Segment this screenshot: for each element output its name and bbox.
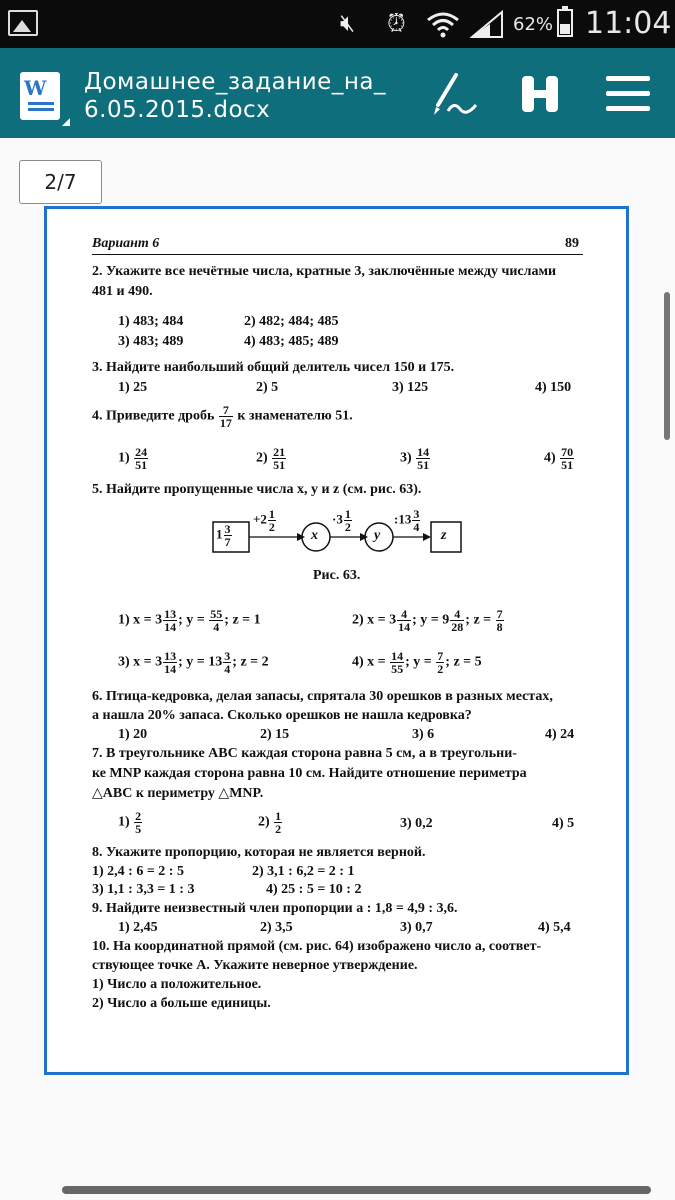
q4-option-1: 1) $\frac{24}{51}$ (118, 445, 148, 472)
q4-option-3: 3) $\frac{14}{51}$ (400, 445, 430, 472)
q9-number: 9. (92, 901, 103, 916)
q4-text-b: к знаменателю 51. (237, 408, 353, 424)
q3-number: 3. (92, 360, 103, 375)
q3-option-2: 2) 5 (256, 380, 279, 395)
q6-text: Птица-кедровка, делая запасы, спрятала 30 орешков в разных местах, (106, 689, 553, 704)
q7-number: 7. (92, 746, 103, 761)
vertical-scrollbar[interactable] (664, 292, 670, 440)
q9-option-4: 4) 5,4 (538, 920, 571, 935)
header-page-number: 89 (565, 236, 579, 251)
fig-node-y: y (374, 528, 381, 543)
q3-option-4: 4) 150 (535, 380, 572, 395)
binoculars-find-icon[interactable] (518, 72, 562, 116)
fig-op1: +2 $\frac{1}{2}$ (253, 507, 275, 534)
fig-node-z: z (441, 528, 447, 543)
q10-text-line2: ствующее точке A. Укажите неверное утверждение. (92, 958, 418, 973)
word-doc-icon: W (20, 72, 60, 120)
q10-option-1: 1) Число a положительное. (92, 977, 262, 992)
q7-text-line2: ке MNP каждая сторона равна 10 см. Найдите отношение периметра (92, 766, 527, 781)
q8-number: 8. (92, 845, 103, 860)
q7-text-line3: △ABC к периметру △MNP. (92, 786, 264, 801)
file-name-line2: 6.05.2015.docx (84, 97, 271, 123)
q9-option-2: 2) 3,5 (260, 920, 293, 935)
q6-option-1: 1) 20 (118, 727, 148, 742)
q4-option-2: 2) $\frac{21}{51}$ (256, 445, 286, 472)
q8-option-1: 1) 2,4 : 6 = 2 : 5 (92, 864, 184, 879)
fig-op2: ·3 $\frac{1}{2}$ (332, 507, 351, 534)
q5-option-3: 3) x = 3 $\frac{13}{14}$ ; y = 13 $\frac{3}{4}$ ; z = 2 (118, 649, 269, 676)
battery-percent: 62% (513, 14, 554, 35)
q2-option-4: 4) 483; 485; 489 (244, 334, 339, 349)
file-name-line1: Домашнее_задание_на_ (84, 69, 386, 95)
signal-icon (470, 10, 504, 38)
document-title (84, 68, 386, 124)
q5-option-4: 4) x = $\frac{14}{55}$ ; y = $\frac{7}{2}$ ; z = 5 (352, 649, 482, 676)
q3-option-3: 3) 125 (392, 380, 429, 395)
q7-option-1: 1) $\frac{2}{5}$ (118, 809, 142, 836)
q2-text: Укажите все нечётные числа, кратные 3, заключённые между числами (106, 264, 557, 279)
clock: 11:04 (585, 6, 672, 41)
q5-text: Найдите пропущенные числа x, y и z (см. рис. 63). (106, 482, 422, 497)
q5-option-1: 1) x = 3 $\frac{13}{14}$ ; y = $\frac{55}{4}$ ; z = 1 (118, 607, 261, 634)
q3-text: Найдите наибольший общий делитель чисел 150 и 175. (106, 360, 455, 375)
fig-63-caption: Рис. 63. (313, 568, 361, 583)
page-indicator: 2/7 (19, 160, 102, 204)
fig-start-value: 1 $\frac{3}{7}$ (216, 522, 231, 549)
q10-option-2: 2) Число a больше единицы. (92, 996, 271, 1011)
q10-number: 10. (92, 939, 110, 954)
q5-option-2: 2) x = 3 $\frac{4}{14}$ ; y = 9 $\frac{4}{28}$ ; z = $\frac{7}{8}$ (352, 607, 503, 634)
header-variant: Вариант 6 (92, 236, 160, 251)
q7-option-3: 3) 0,2 (400, 816, 433, 831)
fig-op3: :13 $\frac{3}{4}$ (394, 507, 420, 534)
q5-number: 5. (92, 482, 103, 497)
q6-option-2: 2) 15 (260, 727, 290, 742)
q2-option-3: 3) 483; 489 (118, 334, 184, 349)
q2-option-1: 1) 483; 484 (118, 314, 184, 329)
menu-icon[interactable] (606, 76, 650, 114)
fig-node-x: x (311, 528, 318, 543)
q7-text: В треугольнике ABC каждая сторона равна 5 см, а в треугольни- (106, 746, 517, 761)
q4-option-4: 4) $\frac{70}{51}$ (544, 445, 574, 472)
q4-number: 4. (92, 408, 103, 424)
q2-text-line2: 481 и 490. (92, 284, 153, 299)
doc-corner-icon (62, 118, 70, 126)
status-bar (0, 0, 675, 48)
app-bar (0, 48, 675, 138)
q2-option-2: 2) 482; 484; 485 (244, 314, 339, 329)
q9-option-3: 3) 0,7 (400, 920, 433, 935)
q6-text-line2: а нашла 20% запаса. Сколько орешков не нашла кедровка? (92, 708, 472, 723)
alarm-icon: ⏰︎ (387, 9, 406, 37)
q8-option-4: 4) 25 : 5 = 10 : 2 (266, 882, 362, 897)
horizontal-scrollbar[interactable] (62, 1186, 651, 1194)
q9-option-1: 1) 2,45 (118, 920, 158, 935)
mute-icon: 🔇︎ (340, 9, 356, 37)
battery-icon (557, 9, 573, 37)
q6-number: 6. (92, 689, 103, 704)
gallery-notification-icon (8, 10, 38, 36)
q8-option-3: 3) 1,1 : 3,3 = 1 : 3 (92, 882, 195, 897)
q6-option-3: 3) 6 (412, 727, 435, 742)
wifi-icon (426, 10, 460, 38)
q7-option-4: 4) 5 (552, 816, 575, 831)
q8-option-2: 2) 3,1 : 6,2 = 2 : 1 (252, 864, 355, 879)
pen-edit-icon[interactable] (428, 71, 480, 119)
q10-text: На координатной прямой (см. рис. 64) изображено число a, соответ- (113, 939, 542, 954)
q4-text-a: Приведите дробь (106, 408, 215, 424)
q8-text: Укажите пропорцию, которая не является верной. (106, 845, 426, 860)
q2-number: 2. (92, 264, 103, 279)
header-divider (92, 254, 583, 255)
q3-option-1: 1) 25 (118, 380, 148, 395)
q6-option-4: 4) 24 (545, 727, 575, 742)
q4-fraction: $\frac{7}{17}$ (219, 403, 232, 430)
q7-option-2: 2) $\frac{1}{2}$ (258, 809, 282, 836)
q9-text: Найдите неизвестный член пропорции a : 1,8 = 4,9 : 3,6. (106, 901, 458, 916)
